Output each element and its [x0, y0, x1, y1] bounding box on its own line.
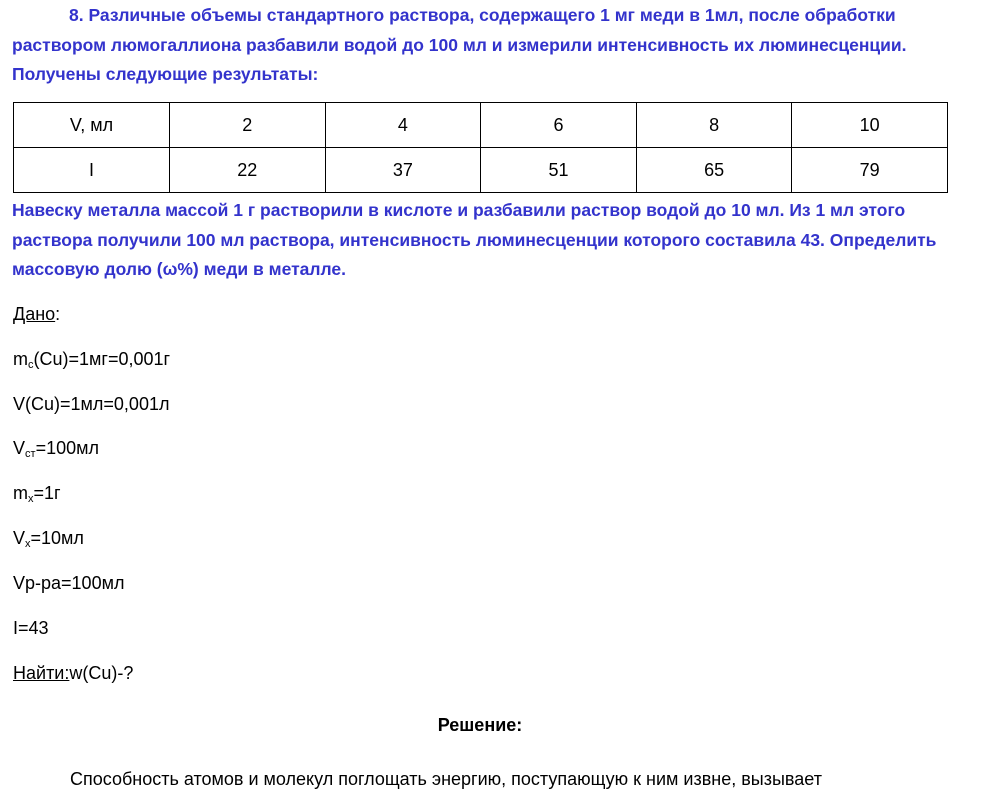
find-line [13, 662, 133, 684]
table-cell: 8 [636, 103, 792, 148]
table-row-label: V, мл [14, 103, 170, 148]
table-cell: 51 [481, 148, 637, 193]
solution-text: Способность атомов и молекул поглощать энергию, поступающую к ним извне, вызывает [70, 769, 822, 789]
given-heading [13, 303, 60, 325]
table-row-volume [14, 103, 948, 148]
given-line-sub: c [28, 359, 34, 371]
table-row-label: I [14, 148, 170, 193]
table-cell: 65 [636, 148, 792, 193]
table-cell: 37 [325, 148, 481, 193]
given-line-main: Vр-ра=100мл [13, 573, 125, 593]
given-line [13, 572, 124, 594]
given-line-rest: =1г [33, 483, 61, 503]
table-cell: 22 [170, 148, 326, 193]
find-label: Найти: [13, 663, 70, 683]
given-line-rest: =10мл [30, 528, 84, 548]
problem-task: Навеску металла массой 1 г растворили в кислоте и разбавили раствор водой до 10 мл. Из 1 мл этого раствора получили 100 мл раствора, интенсивность люминесценции которого составила 43. Определить массовую долю (ω%) меди в металле. [12, 200, 937, 279]
given-line-main: m [13, 349, 28, 369]
given-line-sub: x [28, 493, 34, 505]
given-line [13, 482, 61, 510]
given-line-main: I=43 [13, 618, 49, 638]
given-line-main: V [13, 528, 26, 548]
given-line-sub: x [25, 538, 31, 550]
find-value: w(Cu)-? [69, 663, 134, 683]
results-table [13, 102, 948, 193]
solution-title: Решение: [437, 715, 523, 735]
given-line-rest: =100мл [35, 438, 99, 458]
table-cell: 10 [792, 103, 948, 148]
problem-statement [12, 1, 972, 90]
given-line-main: m [13, 483, 28, 503]
given-line [13, 617, 49, 639]
table-cell: 79 [792, 148, 948, 193]
given-line [13, 348, 170, 376]
table-row-intensity [14, 148, 948, 193]
given-line-main: V [13, 438, 26, 458]
given-line-rest: (Cu)=1мг=0,001г [33, 349, 171, 369]
problem-intro-text: 8. Различные объемы стандартного раствора, содержащего 1 мг меди в 1мл, после обработки раствором люмогаллиона разбавили водой до 100 мл и измерили интенсивность их люминесценции. Получены следующие результаты: [12, 5, 907, 84]
given-line [13, 393, 169, 415]
given-line [13, 437, 99, 465]
given-line-sub: ст [25, 448, 36, 460]
table-cell: 6 [481, 103, 637, 148]
given-label: Дано [13, 304, 56, 324]
table-cell: 4 [325, 103, 481, 148]
table-cell: 2 [170, 103, 326, 148]
given-line [13, 527, 84, 555]
given-line-main: V(Cu)=1мл=0,001л [13, 394, 170, 414]
given-colon: : [55, 304, 61, 324]
